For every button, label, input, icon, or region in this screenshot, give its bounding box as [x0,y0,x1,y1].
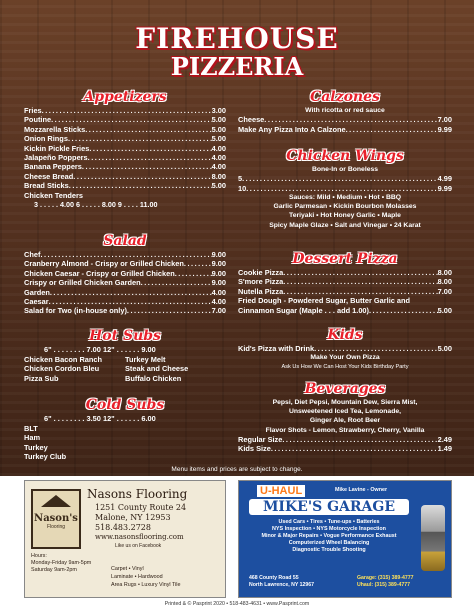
beverage-line: Pepsi, Diet Pepsi, Mountain Dew, Sierra Mist, [272,399,418,406]
kids-line1: Make Your Own Pizza [310,354,380,362]
beverage-line: Flavor Shots - Lemon, Strawberry, Cherry, Vanilla [265,426,425,434]
calzones-list [238,115,452,134]
kids-list [238,344,452,353]
cold-sub-item: Turkey Club [24,452,67,462]
appetizer-item: Kickin Pickle Fries ..... 4.00 [24,144,226,153]
mikes-services: Used Cars • Tires • Tune-ups • Batteries NYS Inspection • NYS Motorcycle Inspection Minor & Major Repairs • Vogue Performance Exhaust Computerized Wheel Balancing Diagnostic Trouble Shooting [261,519,397,553]
wings-heading: Chicken Wings [286,148,404,164]
mikes-address: 468 County Road 55 North Lawrence, NY 12967 [249,575,315,588]
salad-item: Garden ..... 4.00 [24,288,226,297]
hot-sub-row: Chicken Bacon Ranch Turkey Melt [24,355,166,364]
hot-subs-section [24,327,226,383]
wings-subtitle: Bone-In or Boneless [311,166,379,173]
beverages-list [238,435,452,454]
appetizer-item: Mozzarella Sticks ..... 5.00 [24,125,226,134]
sauce-line: Spicy Maple Glaze • Salt and Vinegar • 24 Karat [269,221,421,229]
appetizer-item: Jalapeño Poppers ..... 4.00 [24,153,226,162]
dessert-section [238,250,452,315]
nasons-facebook: Like us on Facebook [115,543,162,549]
calzones-section [238,88,452,134]
salad-item: Caesar ..... 4.00 [24,297,226,306]
nasons-address1: 1251 County Route 24 [95,503,187,512]
beverage-item: Kids Size ..... 1.49 [238,444,452,453]
logo-pizzeria: PIZZERIA [170,52,304,81]
cold-subs-sizes: 6" . . . . . . . . 3.50 12" . . . . . . 6.00 [44,414,156,423]
cold-sub-item: BLT [24,424,38,433]
dessert-list [238,268,452,296]
wing-item: 5 ..... 4.99 [238,174,452,183]
cold-subs-section [24,396,226,462]
nasons-logo: Nason's Flooring [31,489,81,549]
beverages-lines [238,398,452,435]
logo-firehouse: FIREHOUSE [135,22,339,55]
spark-plug-icon [421,505,445,571]
appetizer-item: Fries ..... 3.00 [24,106,226,115]
wings-sauces [238,193,452,230]
calzones-subtitle: With ricotta or red sauce [305,107,385,114]
kids-line2: Ask Us How We Can Host Your Kids Birthday Party [281,363,409,370]
sauce-line: Teriyaki • Hot Honey Garlic • Maple [289,212,401,220]
hot-subs-sizes: 6" . . . . . . . . 7.00 12" . . . . . . 9.00 [44,345,156,354]
salad-section [24,232,226,316]
nasons-title: Nasons Flooring [87,487,188,501]
salad-item: Chicken Caesar - Crispy or Grilled Chicken ..... 9.00 [24,269,226,278]
cold-sub-item: Turkey [24,442,48,452]
mikes-owner: Mike Lavine - Owner [335,487,388,493]
wings-list [238,174,452,193]
dessert-item: Nutella Pizza ..... 7.00 [238,287,452,296]
appetizer-item: Cheese Bread ..... 8.00 [24,172,226,181]
hot-subs-heading: Hot Subs [89,328,161,344]
chicken-tenders-label: Chicken Tenders [24,190,84,200]
uhaul-logo: U-HAUL [257,485,305,497]
appetizer-item: Poutine ..... 5.00 [24,115,226,124]
hot-sub-row: Pizza Sub Buffalo Chicken [24,373,182,383]
beverage-line: Unsweetened Iced Tea, Lemonade, [288,408,402,416]
calzone-item: Cheese ..... 7.00 [238,115,452,124]
cold-subs-heading: Cold Subs [85,397,165,413]
calzones-heading: Calzones [310,89,380,105]
sauce-line: Sauces: Mild • Medium • Hot • BBQ [288,193,402,201]
mikes-phones: Garage: (315) 389-4777 Uhaul: (315) 389-4777 [357,575,414,588]
kids-section [238,326,452,371]
salad-item: Cranberry Almond - Crispy or Grilled Chicken ..... 9.00 [24,259,226,268]
wing-item: 10 ..... 9.99 [238,184,452,193]
salad-heading: Salad [103,233,147,249]
mikes-title: MIKE'S GARAGE [249,499,409,515]
nasons-phone: 518.483.2728 [95,523,151,532]
disclaimer: Menu items and prices are subject to change. [171,466,303,473]
salad-item: Chef ..... 9.00 [24,250,226,259]
calzone-item: Make Any Pizza Into A Calzone ..... 9.99 [238,125,452,134]
nasons-products: Carpet • Vinyl Laminate • Hardwood Area Rugs • Luxury Vinyl Tile [111,566,181,588]
nasons-web: www.nasonsflooring.com [95,533,184,541]
appetizer-item: Onion Rings ..... 5.00 [24,134,226,143]
sauce-line: Garlic Parmesan • Kickin Bourbon Molasses [273,203,417,211]
kids-heading: Kids [327,327,363,343]
beverage-line: Ginger Ale, Root Beer [309,417,381,425]
hot-subs-list [24,355,226,383]
dessert-item: S'more Pizza ..... 8.00 [238,277,452,286]
chicken-tenders-prices: 3 . . . . . 4.00 6 . . . . . 8.00 9 . . . . 11.00 [34,199,158,209]
cold-subs-list [24,424,226,462]
nasons-address2: Malone, NY 12953 [95,513,171,522]
mikes-garage-ad [238,480,452,598]
printer-footer: Printed & © Pasprint 2020 • 518-483-4631 • www.Pasprint.com [164,601,310,607]
salad-item: Salad for Two (in-house only) ..... 7.00 [24,306,226,315]
beverages-section [238,380,452,454]
beverages-heading: Beverages [304,381,386,397]
dessert-item: Cookie Pizza ..... 8.00 [238,268,452,277]
fried-dough-line1: Fried Dough - Powdered Sugar, Butter Garlic and [238,296,411,306]
wings-section [238,147,452,230]
nasons-hours: Hours: Monday-Friday 9am-5pm Saturday 9am-2pm [31,553,92,573]
beverage-item: Regular Size ..... 2.49 [238,435,452,444]
appetizer-item: Banana Peppers ..... 4.00 [24,162,226,171]
appetizers-section [24,88,226,209]
dessert-heading: Dessert Pizza [292,251,398,267]
appetizers-heading: Appetizers [83,89,167,105]
appetizers-list [24,106,226,191]
fried-dough-line2: Cinnamon Sugar (Maple . . . add 1.00) ..... 5.00 [238,306,452,315]
house-roof-icon [41,495,71,507]
kids-item: Kid's Pizza with Drink ..... 5.00 [238,344,452,353]
nasons-flooring-ad [24,480,226,598]
salad-item: Crispy or Grilled Chicken Garden ..... 9.00 [24,278,226,287]
hot-sub-row: Chicken Cordon Bleu Steak and Cheese [24,364,189,374]
salad-list [24,250,226,316]
appetizer-item: Bread Sticks ..... 5.00 [24,181,226,190]
cold-sub-item: Ham [24,433,41,443]
